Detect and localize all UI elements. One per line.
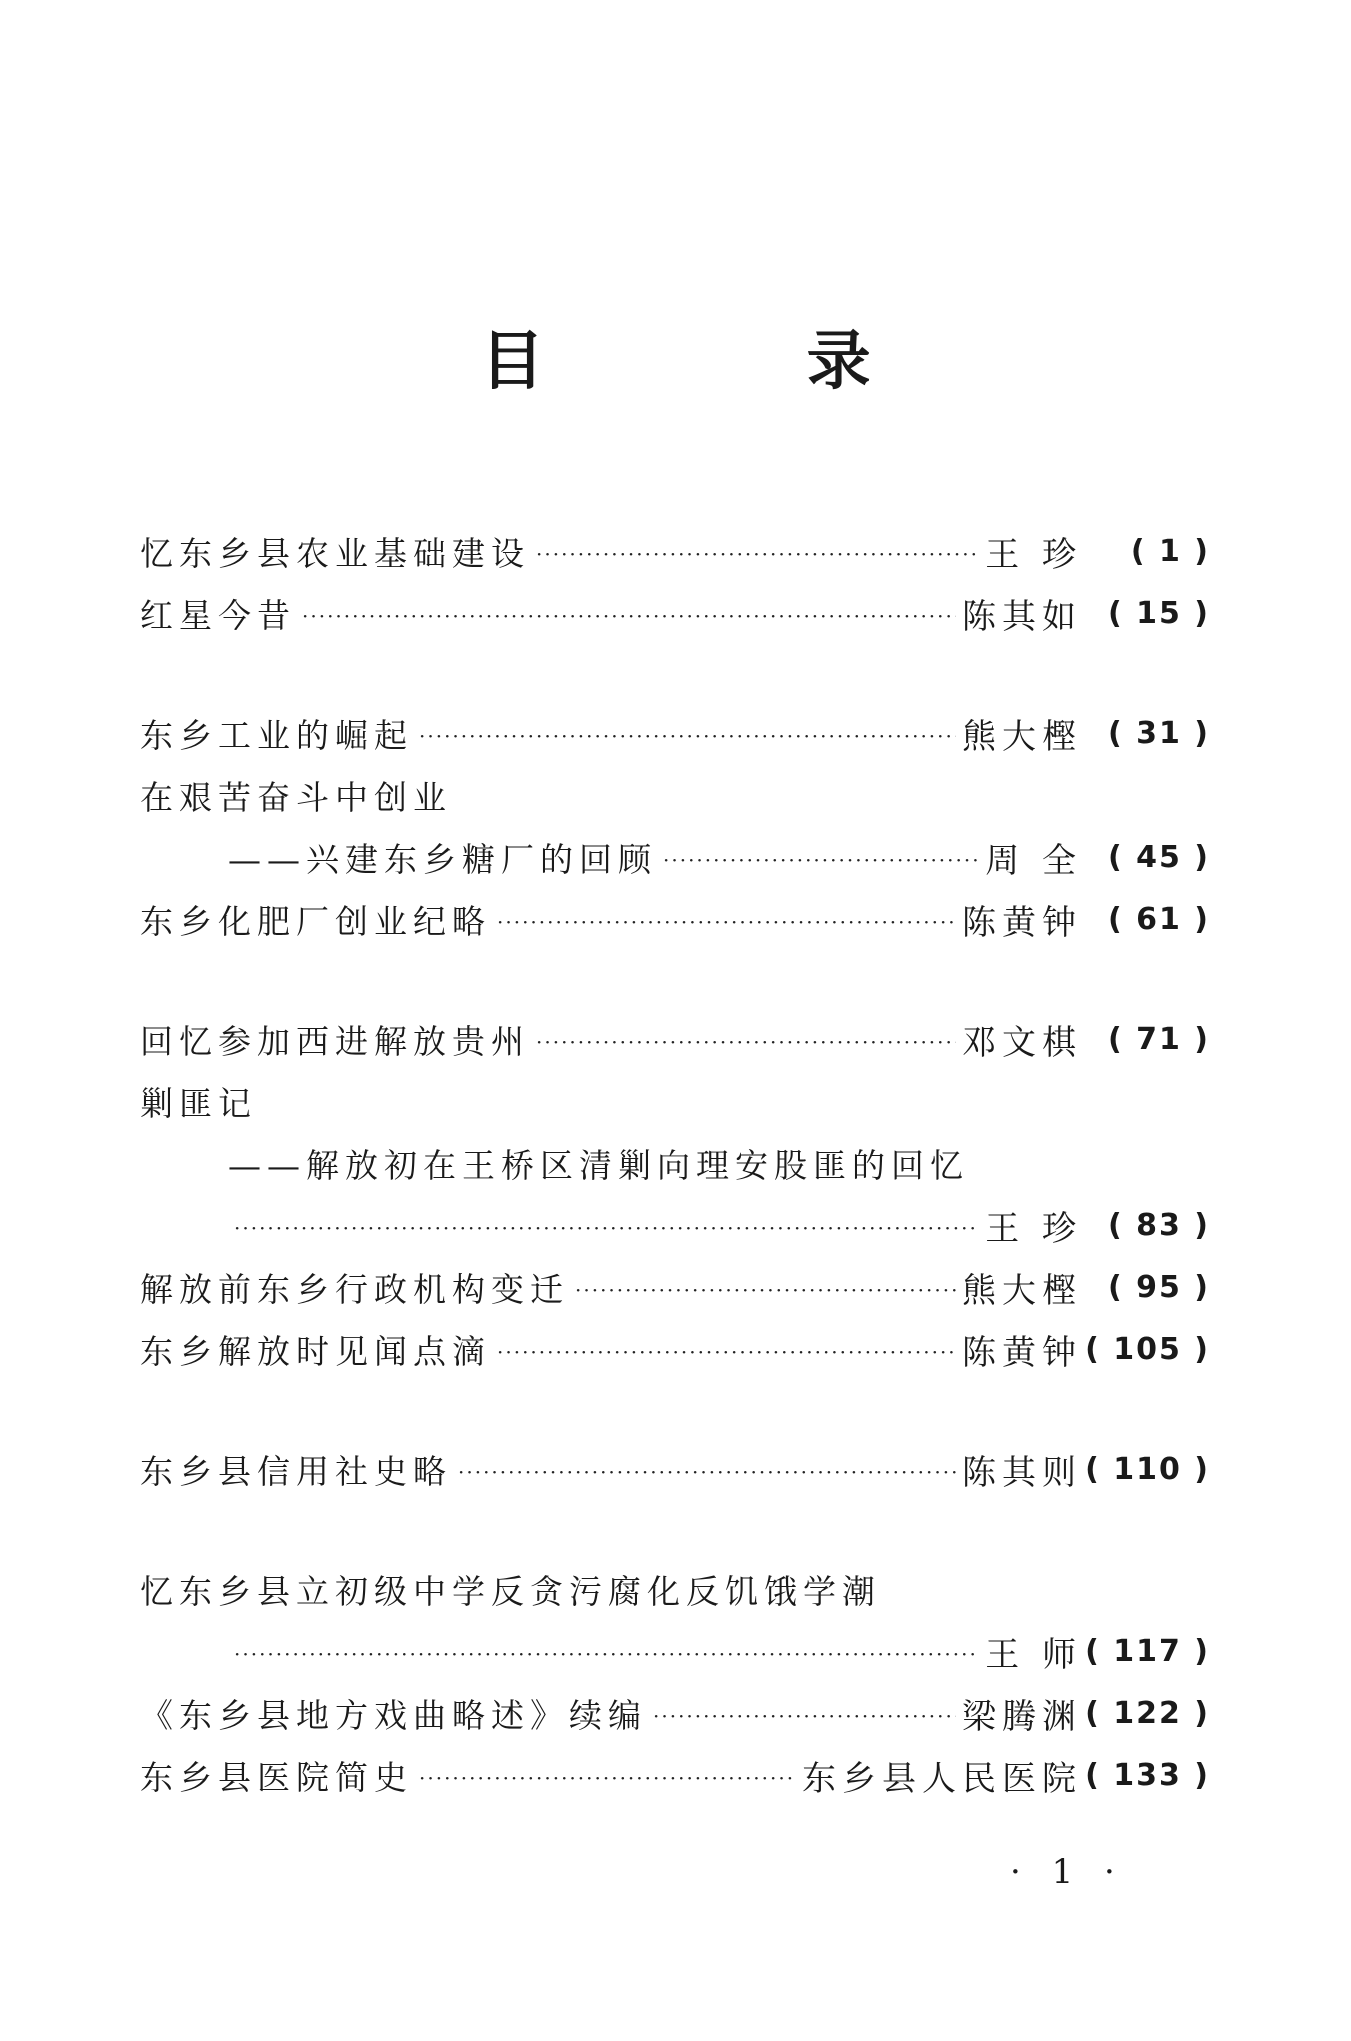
- dot-leader: [497, 904, 956, 934]
- entry-title: 忆东乡县农业基础建设: [140, 533, 530, 573]
- entry-author: 梁腾渊: [962, 1696, 1082, 1737]
- entry-title: 东乡县信用社史略: [140, 1451, 452, 1491]
- toc-entry[interactable]: [140, 1682, 1210, 1744]
- page-title: 目 录: [480, 324, 991, 399]
- entry-title: 东乡解放时见闻点滴: [140, 1331, 491, 1371]
- toc-entry-continuation[interactable]: [140, 1194, 1210, 1256]
- entry-subtitle: ——解放初在王桥区清剿向理安股匪的回忆: [228, 1145, 969, 1185]
- dot-leader: [302, 598, 956, 628]
- entry-author: 陈黄钟: [962, 1332, 1082, 1373]
- dot-leader: [234, 1636, 979, 1666]
- toc-entry[interactable]: [140, 1438, 1210, 1500]
- toc-entry-heading[interactable]: [140, 1558, 1210, 1620]
- entry-subtitle: ——兴建东乡糖厂的回顾: [228, 839, 657, 879]
- entry-page: ( 105 ): [1085, 1331, 1210, 1367]
- table-of-contents: [140, 520, 1210, 1806]
- entry-title: 东乡工业的崛起: [140, 715, 413, 755]
- dot-leader: [234, 1210, 979, 1240]
- entry-title: 剿匪记: [140, 1083, 257, 1123]
- entry-author: 王 珍: [985, 534, 1082, 575]
- toc-entry-heading[interactable]: [140, 1070, 1210, 1132]
- dot-leader: [497, 1334, 956, 1364]
- entry-title: 东乡化肥厂创业纪略: [140, 901, 491, 941]
- entry-page: ( 45 ): [1107, 839, 1210, 875]
- entry-title: 红星今昔: [140, 595, 296, 635]
- toc-entry[interactable]: [140, 582, 1210, 644]
- entry-page: ( 71 ): [1107, 1021, 1210, 1057]
- entry-page: ( 122 ): [1085, 1695, 1210, 1731]
- toc-entry[interactable]: [140, 1744, 1210, 1806]
- toc-entry[interactable]: [140, 1256, 1210, 1318]
- dot-leader: [419, 1760, 796, 1790]
- entry-author: 熊大樫: [962, 1270, 1082, 1311]
- toc-entry-continuation[interactable]: [140, 1620, 1210, 1682]
- entry-author: 王 师: [985, 1634, 1082, 1675]
- entry-page: ( 95 ): [1107, 1269, 1210, 1305]
- entry-page: ( 133 ): [1085, 1757, 1210, 1793]
- toc-entry-subtitle[interactable]: [140, 1132, 1210, 1194]
- toc-entry[interactable]: [140, 1318, 1210, 1380]
- dot-leader: [575, 1272, 956, 1302]
- toc-entry[interactable]: [140, 520, 1210, 582]
- entry-page: ( 1 ): [1130, 533, 1210, 569]
- entry-page: ( 61 ): [1107, 901, 1210, 937]
- entry-author: 邓文棋: [962, 1022, 1082, 1063]
- toc-entry[interactable]: [140, 888, 1210, 950]
- toc-entry[interactable]: [140, 702, 1210, 764]
- dot-leader: [536, 1024, 956, 1054]
- entry-title: 回忆参加西进解放贵州: [140, 1021, 530, 1061]
- entry-author: 陈其则: [962, 1452, 1082, 1493]
- entry-title: 忆东乡县立初级中学反贪污腐化反饥饿学潮: [140, 1571, 881, 1611]
- entry-author: 熊大樫: [962, 716, 1082, 757]
- entry-page: ( 117 ): [1085, 1633, 1210, 1669]
- dot-leader: [663, 842, 979, 872]
- entry-author: 陈黄钟: [962, 902, 1082, 943]
- entry-author: 陈其如: [962, 596, 1082, 637]
- entry-page: ( 15 ): [1107, 595, 1210, 631]
- dot-leader: [458, 1454, 956, 1484]
- entry-title: 在艰苦奋斗中创业: [140, 777, 452, 817]
- entry-author: 王 珍: [985, 1208, 1082, 1249]
- entry-page: ( 110 ): [1085, 1451, 1210, 1487]
- entry-author: 周 全: [985, 840, 1082, 881]
- dot-leader: [536, 536, 979, 566]
- entry-page: ( 31 ): [1107, 715, 1210, 751]
- dot-leader: [653, 1698, 956, 1728]
- toc-entry-heading[interactable]: [140, 764, 1210, 826]
- entry-page: ( 83 ): [1107, 1207, 1210, 1243]
- entry-title: 《东乡县地方戏曲略述》续编: [140, 1695, 647, 1735]
- entry-author: 东乡县人民医院: [802, 1758, 1082, 1799]
- toc-entry[interactable]: [140, 1008, 1210, 1070]
- entry-title: 东乡县医院简史: [140, 1757, 413, 1797]
- entry-title: 解放前东乡行政机构变迁: [140, 1269, 569, 1309]
- toc-entry-subtitle[interactable]: [140, 826, 1210, 888]
- page-number: · 1 ·: [1010, 1852, 1125, 1892]
- dot-leader: [419, 718, 956, 748]
